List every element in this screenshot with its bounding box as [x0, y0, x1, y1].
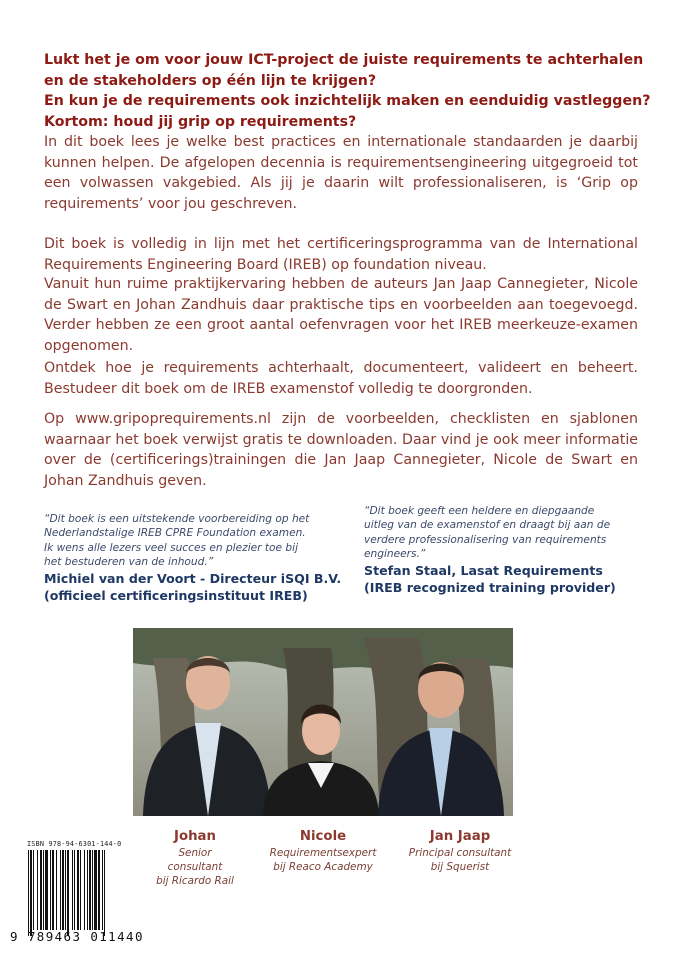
barcode-bar — [28, 850, 29, 936]
quote-author: Michiel van der Voort - Directeur iSQI B.V. — [44, 570, 342, 586]
barcode-bar — [67, 850, 69, 936]
intro-line: Kortom: houd jij grip op requirements? — [44, 113, 357, 130]
barcode-bar — [74, 850, 75, 930]
barcode-bar — [33, 850, 34, 930]
quote-stefan — [364, 504, 644, 596]
barcode-bar — [30, 850, 32, 936]
author-name: Jan Jaap — [429, 829, 491, 844]
quote-affiliation: (officieel certificeringsinstituut IREB) — [44, 587, 308, 603]
author-role: Senior consultant — [167, 847, 223, 873]
isbn-text: ISBN 978-94-6301-144-0 — [27, 840, 122, 848]
quote-michiel — [44, 512, 344, 604]
barcode-bar — [60, 850, 61, 930]
author-name: Nicole — [299, 829, 347, 844]
barcode-bar — [80, 850, 81, 930]
quote-line: engineers.” — [364, 548, 426, 561]
barcode-bar — [104, 850, 105, 936]
intro-line: en de stakeholders op één lijn te krijgen? — [44, 72, 377, 89]
barcode-bar — [84, 850, 85, 930]
barcode-bar — [37, 850, 38, 930]
barcode-bar — [62, 850, 64, 930]
quote-line: verdere professionalisering van requirements — [364, 533, 607, 546]
intro-line: Lukt het je om voor jouw ICT-project de juiste requirements te achterhalen — [44, 52, 644, 68]
paragraph-best-practices: In dit boek lees je welke best practices en internationale standaarden je daarbij kunnen helpen. De afgelopen decennia is requirementsengineering uitgegroeid tot een volwassen vakgebied. Als jij je daarin wilt professionaliseren, is ‘Grip op requirements’ voor jou geschreven. — [44, 134, 638, 212]
quote-line: het bestuderen van de inhoud.” — [44, 556, 214, 569]
quote-affiliation: (IREB recognized training provider) — [364, 579, 616, 595]
author-caption-jan-jaap — [400, 828, 520, 874]
paragraph-ireb-alignment: Dit boek is volledig in lijn met het certificeringsprogramma van de International Requirements Engineering Board (IREB) op foundation niveau. — [44, 236, 638, 273]
barcode-bar — [56, 850, 57, 930]
intro-questions — [44, 50, 651, 132]
quote-line: Nederlandstalige IREB CPRE Foundation examen. — [44, 527, 306, 540]
intro-line: En kun je de requirements ook inzichtelijk maken en eenduidig vastleggen? — [44, 93, 651, 109]
paragraph-discover: Ontdek hoe je requirements achterhaalt, documenteert, valideert en beheert. Bestudeer dit boek om de IREB examenstof volledig te doorgronden. — [44, 360, 638, 397]
barcode-bar — [43, 850, 44, 930]
quote-line: “Dit boek is een uitstekende voorbereiding op het — [44, 513, 310, 525]
barcode-bar — [102, 850, 103, 930]
authors-photo — [133, 628, 513, 816]
ean-number: 9 789463 011440 — [10, 929, 144, 944]
barcode-bar — [72, 850, 73, 930]
barcode-bar — [77, 850, 79, 930]
barcode-bar — [45, 850, 48, 930]
quote-author: Stefan Staal, Lasat Requirements — [364, 562, 603, 578]
author-caption-nicole — [268, 828, 378, 874]
barcode-bar — [92, 850, 93, 930]
authors-photo-illustration — [133, 628, 513, 816]
author-employer: bij Squerist — [430, 861, 490, 873]
quote-line: Ik wens alle lezers veel succes en plezier toe bij — [44, 541, 299, 554]
barcode — [26, 840, 140, 938]
author-name: Johan — [174, 829, 216, 844]
barcode-bar — [87, 850, 88, 930]
author-role: Requirementsexpert — [269, 847, 377, 859]
barcode-bar — [89, 850, 91, 930]
barcode-bar — [50, 850, 51, 930]
barcode-bar — [52, 850, 54, 930]
paragraph-website: Op www.gripoprequirements.nl zijn de voorbeelden, checklisten en sjablonen waarnaar het boek verwijst gratis te downloaden. Daar vind je ook meer informatie over de (certificerings)trainingen die Jan Jaap Cannegieter, Nicole de Swart en Johan Zandhuis geven. — [44, 411, 638, 489]
quote-line: “Dit boek geeft een heldere en diepgaande — [364, 505, 595, 517]
author-employer: bij Ricardo Rail — [156, 875, 234, 887]
author-employer: bij Reaco Academy — [273, 861, 373, 873]
barcode-bar — [40, 850, 42, 930]
barcode-bar — [98, 850, 100, 930]
barcode-bar — [65, 850, 66, 930]
barcode-bar — [94, 850, 97, 930]
author-role: Principal consultant — [408, 847, 512, 859]
paragraph-authors-experience: Vanuit hun ruime praktijkervaring hebben de auteurs Jan Jaap Cannegieter, Nicole de Swart en Johan Zandhuis daar praktische tips en voorbeelden aan toegevoegd. Verder hebben ze een groot aantal oefenvragen voor het IREB meerkeuze-examen opgenomen. — [44, 276, 638, 354]
quote-line: uitleg van de examenstof en draagt bij aan de — [364, 519, 611, 532]
author-caption-johan — [150, 828, 240, 888]
